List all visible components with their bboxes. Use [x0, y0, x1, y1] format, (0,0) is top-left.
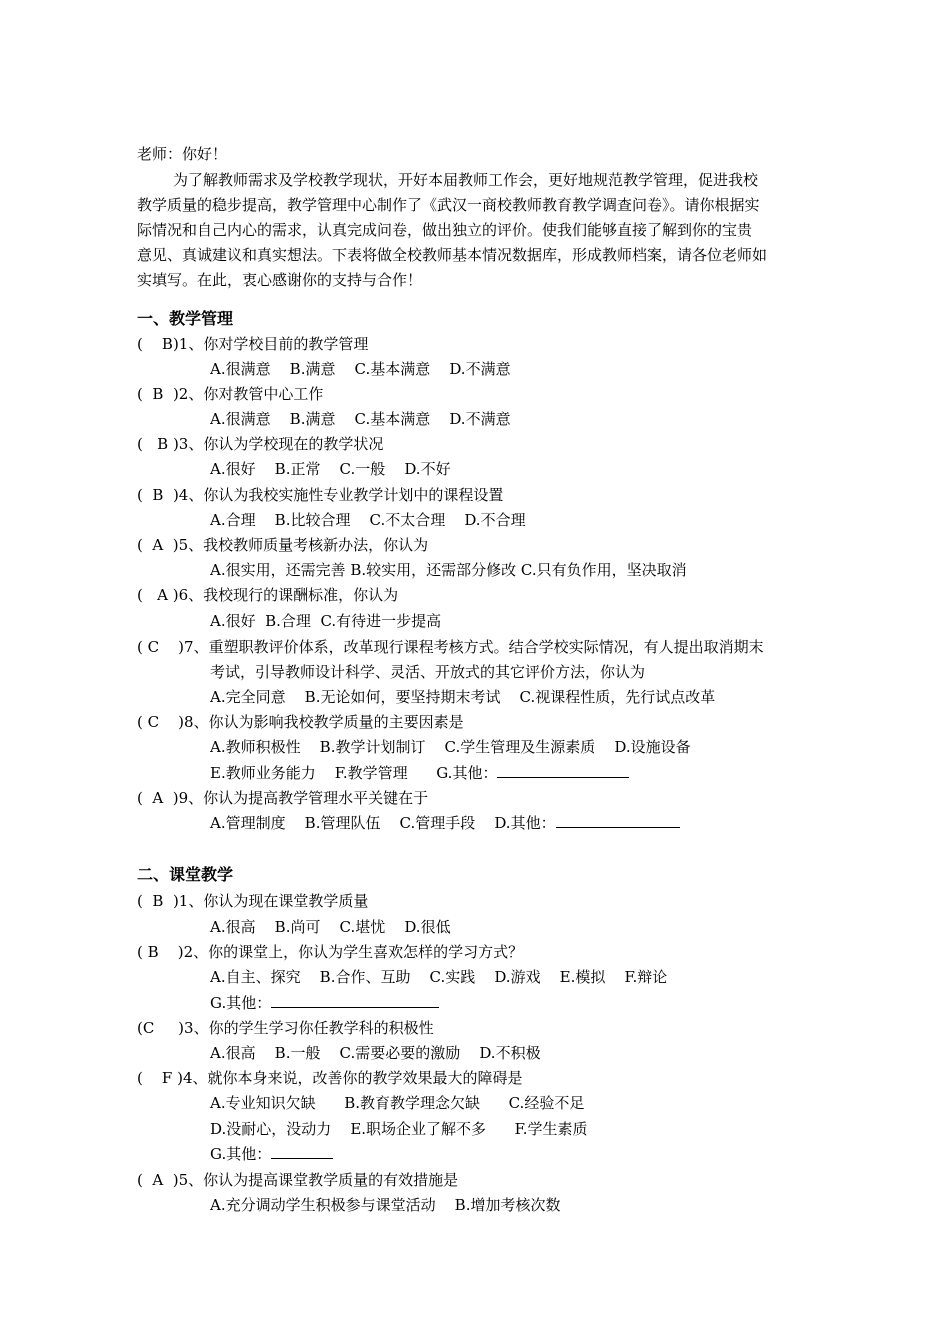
- question-options: A.很高 B.一般 C.需要必要的激励 D.不积极: [210, 1044, 541, 1062]
- intro-line: 际情况和自己内心的需求，认真完成问卷，做出独立的评价。使我们能够直接了解到你的宝贵: [137, 221, 753, 239]
- intro-line: 实填写。在此，衷心感谢你的支持与合作！: [137, 271, 423, 289]
- question-options: A.很满意 B.满意 C.基本满意 D.不满意: [210, 360, 511, 378]
- question-stem: ( A )6、我校现行的课酬标准，你认为: [137, 586, 399, 604]
- question-options: A.充分调动学生积极参与课堂活动 B.增加考核次数: [210, 1196, 561, 1214]
- question-options: A.很好 B.正常 C.一般 D.不好: [210, 460, 451, 478]
- question-options: [210, 763, 629, 783]
- question-options: A.专业知识欠缺 B.教育教学理念欠缺 C.经验不足: [210, 1094, 585, 1112]
- question-stem: ( B )2、你对教管中心工作: [137, 385, 324, 403]
- question-options: [210, 813, 680, 833]
- question-options: A.很高 B.尚可 C.堪忧 D.很低: [210, 918, 451, 936]
- intro-line: 为了解教师需求及学校教学现状，开好本届教师工作会，更好地规范教学管理，促进我校: [173, 171, 759, 189]
- question-options: [210, 993, 439, 1013]
- options-text: E.教师业务能力 F.教学管理 G.其他：: [210, 764, 498, 782]
- section-heading: 一、教学管理: [137, 309, 234, 328]
- options-text: A.管理制度 B.管理队伍 C.管理手段 D.其他：: [210, 814, 556, 832]
- options-text: G.其他：: [210, 994, 272, 1012]
- question-stem: ( B )4、你认为我校实施性专业教学计划中的课程设置: [137, 486, 504, 504]
- question-stem: ( A )9、你认为提高教学管理水平关键在于: [137, 789, 429, 807]
- question-options: A.很实用，还需完善 B.较实用，还需部分修改 C.只有负作用，坚决取消: [210, 561, 687, 579]
- question-stem-continued: 考试，引导教师设计科学、灵活、开放式的其它评价方法，你认为: [210, 663, 646, 681]
- question-stem: ( B)1、你对学校目前的教学管理: [137, 335, 369, 353]
- question-stem: ( A )5、我校教师质量考核新办法，你认为: [137, 536, 429, 554]
- question-options: A.自主、探究 B.合作、互助 C.实践 D.游戏 E.模拟 F.辩论: [210, 968, 668, 986]
- question-options: D.没耐心，没动力 E.职场企业了解不多 F.学生素质: [210, 1120, 588, 1138]
- question-options: [210, 1144, 333, 1164]
- answer-blank[interactable]: [556, 813, 680, 828]
- question-stem: ( C )7、重塑职教评价体系，改革现行课程考核方式。结合学校实际情况，有人提出取消期末: [137, 638, 764, 656]
- question-stem: ( A )5、你认为提高课堂教学质量的有效措施是: [137, 1171, 459, 1189]
- answer-blank[interactable]: [271, 993, 439, 1008]
- intro-line: 教学质量的稳步提高，教学管理中心制作了《武汉一商校教师教育教学调查问卷》。请你根据实: [137, 196, 760, 214]
- question-options: A.很满意 B.满意 C.基本满意 D.不满意: [210, 410, 511, 428]
- question-options: A.合理 B.比较合理 C.不太合理 D.不合理: [210, 511, 526, 529]
- question-stem: ( B )1、你认为现在课堂教学质量: [137, 892, 369, 910]
- answer-blank[interactable]: [271, 1144, 333, 1159]
- options-text: G.其他：: [210, 1145, 272, 1163]
- section-heading: 二、课堂教学: [137, 865, 234, 884]
- intro-line: 意见、真诚建议和真实想法。下表将做全校教师基本情况数据库，形成教师档案，请各位老师如: [137, 246, 768, 264]
- question-stem: ( B )2、你的课堂上，你认为学生喜欢怎样的学习方式？: [137, 943, 524, 961]
- question-stem: ( C )8、你认为影响我校教学质量的主要因素是: [137, 713, 464, 731]
- question-options: A.教师积极性 B.教学计划制订 C.学生管理及生源素质 D.设施设备: [210, 738, 691, 756]
- question-options: A.很好 B.合理 C.有待进一步提高: [210, 612, 442, 630]
- question-stem: (C )3、你的学生学习你任教学科的积极性: [137, 1019, 434, 1037]
- question-stem: ( B )3、你认为学校现在的教学状况: [137, 435, 384, 453]
- greeting: 老师：你好！: [137, 145, 228, 163]
- answer-blank[interactable]: [497, 763, 629, 778]
- question-stem: ( F )4、就你本身来说，改善你的教学效果最大的障碍是: [137, 1069, 523, 1087]
- question-options: A.完全同意 B.无论如何，要坚持期末考试 C.视课程性质，先行试点改革: [210, 688, 716, 706]
